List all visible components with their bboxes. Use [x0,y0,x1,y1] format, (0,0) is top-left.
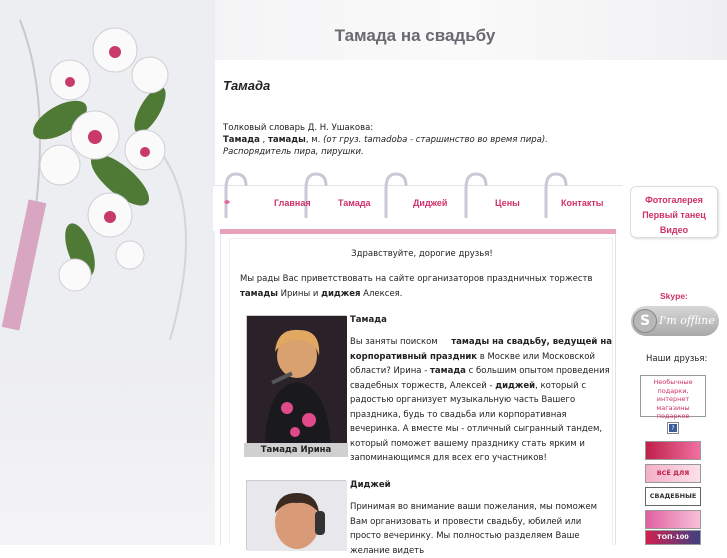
hook-decoration-icon [301,172,331,220]
nav-prices[interactable]: Цены [495,198,520,208]
dj-section-title: Диджей [350,480,391,490]
friend-banner[interactable]: ТОП-100 [645,530,701,545]
skype-label: Skype: [660,291,688,301]
friend-banner[interactable] [645,441,701,460]
nav-contacts[interactable]: Контакты [561,198,604,208]
friends-label: Наши друзья: [646,354,708,364]
counter-icon[interactable]: ? [668,423,678,433]
dj-section-text: Принимая во внимание ваши пожелания, мы поможем Вам организовать и провести свадьбу, юбилей или просто вечеринку. Мы полностью разделяем Ваше желание видеть [350,502,598,556]
intro-dj-link[interactable]: диджея [321,289,361,299]
tamada-caption: Тамада Ирина [244,443,348,457]
content-frame [229,238,613,556]
gallery-link[interactable]: Фотогалерея [645,195,703,205]
first-dance-link[interactable]: Первый танец [642,210,706,220]
tamada-link[interactable]: тамада [429,366,466,376]
text-part: с большим опытом проведения свадебных торжеств, Алексей - [350,366,610,391]
friend-link-gifts[interactable]: Необычные подарки, интернет магазины подарков [640,375,706,417]
text-part: Вы заняты поиском [350,337,438,347]
dictionary-entry: Толковый словарь Д. Н. Ушакова: Тамада , тамады, м. (от груз. tamadoba - старшинство во время пира). Распорядитель пира, пирушки. [223,122,603,158]
intro-text [240,272,610,302]
main-nav [213,185,623,231]
tamada-search-link[interactable]: тамады на свадьбу, ведущей на корпоративный праздник [350,337,612,362]
video-link[interactable]: Видео [659,225,689,235]
tamada-section-title: Тамада [350,315,387,325]
dictionary-definition: Распорядитель пира, пирушки. [223,147,364,157]
tamada-photo [246,315,346,443]
skype-status-text: I'm offline [659,314,715,327]
friend-banner[interactable]: СВАДЕБНЫЕ [645,487,701,506]
text-part: в Москве или Московской области? Ирина - [350,351,596,376]
dj-link[interactable]: диджей [495,380,536,391]
nav-tamada[interactable]: Тамада [338,198,371,208]
page-heading: Тамада [223,78,271,93]
hook-decoration-icon [221,172,251,220]
hook-decoration-icon [541,172,571,220]
nav-dj[interactable]: Диджей [413,198,448,208]
tamada-section-text [350,335,612,466]
nav-home[interactable]: Главная [274,198,311,208]
dictionary-term-plural: тамады [267,135,306,145]
skype-icon: S [633,309,657,333]
intro-part: Ирины и [280,289,319,299]
dictionary-etymology: (от груз. tamadoba - старшинство во время пира). [323,135,548,145]
hook-decoration-icon [461,172,491,220]
dictionary-gender: м. [311,135,321,145]
dj-photo [246,480,346,550]
dictionary-source: Толковый словарь Д. Н. Ушакова: [223,123,374,133]
right-menu [630,186,718,238]
hook-decoration-icon [381,172,411,220]
wedding-bouquet-image [0,0,215,360]
intro-part: Мы рады Вас приветствовать на сайте организаторов праздничных торжеств [240,274,593,284]
skype-status-button[interactable] [631,306,719,336]
main-content [220,234,616,556]
intro-part: Алексея. [363,289,403,299]
friend-banner[interactable] [645,510,701,529]
greeting: Здравствуйте, дорогие друзья! [351,249,493,259]
friend-banner[interactable]: ВСЁ ДЛЯ [645,464,701,483]
text-part: , который с радостью организует музыкальную часть Вашего праздника, будь то свадьба или корпоративная вечеринка. А вместе мы - отличный сыгранный тандем, который поможет вашему празднику стать ярким и запоминающимся для всех его участников! [350,380,603,463]
site-title: Тамада на свадьбу [334,26,496,45]
dictionary-term: Тамада [223,135,260,145]
intro-tamada-link[interactable]: тамады [240,289,278,299]
